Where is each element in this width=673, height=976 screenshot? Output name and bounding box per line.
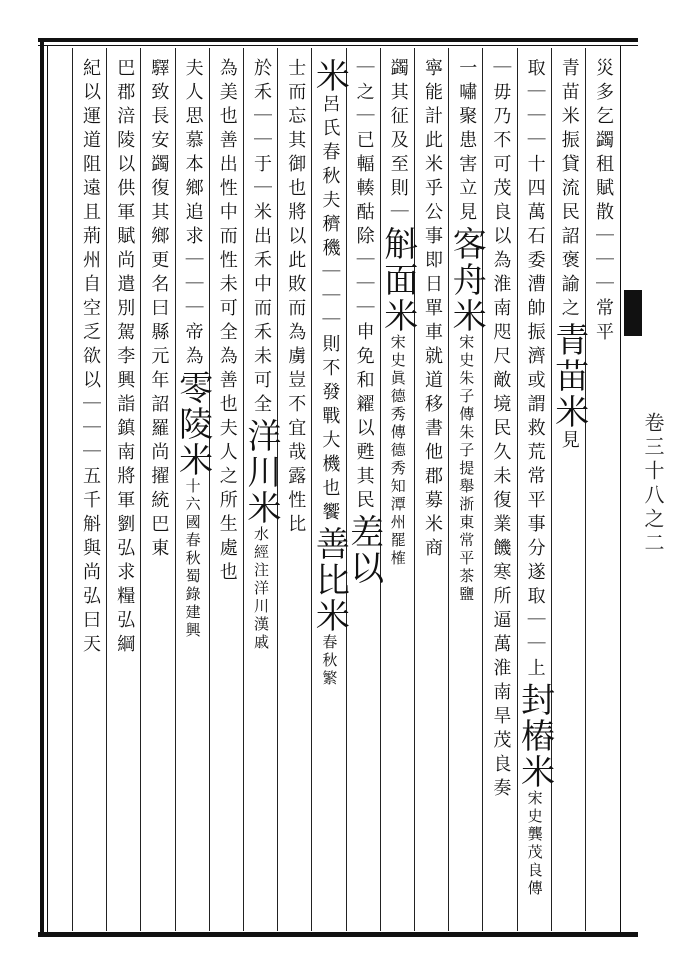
text-column [241,58,281,928]
text-column [109,58,139,928]
frame-left-border [40,38,44,937]
text-column [588,58,618,928]
column-rule [585,48,586,931]
text-segment: 宋史眞德秀傳德秀知潭州罷榷 [388,334,407,568]
text-segment: 紀以運道阻遠且荊州自空乏欲以｜｜｜五千斛與尚弘曰天 [80,58,101,658]
folio-label: 卷三十八之二 [641,412,665,556]
entry-heading: 零陵米 [172,370,213,478]
text-column [280,58,310,928]
text-segment: 青苗米振貸流民詔褒諭之 [558,58,580,322]
column-rule [209,48,210,931]
column-rule [551,48,552,931]
text-column [417,58,447,928]
column-rule [346,48,347,931]
text-segment: 一嘯聚患害立見 [456,58,478,226]
entry-heading: 善比米 [309,526,350,634]
text-segment: 饗 [319,502,341,526]
text-segment: 寧能計此米乎 [422,58,443,202]
entry-heading: 青苗米 [548,322,589,430]
text-segment: ｜毋乃不可茂良以為淮南咫尺敵境民久未復業饑寒所逼萬 [490,58,512,658]
text-segment: 於禾｜｜于｜米出禾中而禾未可全 [251,58,272,418]
text-column [172,58,213,928]
text-segment: 蠲其征及至則｜ [387,58,409,226]
text-segment: 見 [558,430,580,454]
text-segment: 士而忘其御也將以此敗而為虜豈不宜哉 [285,58,307,466]
column-rule [106,48,107,931]
text-segment: 宋史龔茂良傳 [525,790,544,898]
column-rule [72,48,73,931]
text-segment: 淮南旱茂良奏 [490,658,512,802]
text-segment: 春秋繁 [320,634,339,688]
column-rule [482,48,483,931]
column-rule [380,48,381,931]
column-rule [175,48,176,931]
text-segment: 呂氏春秋夫穧穖｜｜｜則不發戰大機也 [319,94,341,502]
entry-heading: 封樁米 [514,682,555,790]
entry-heading: 洋川米 [241,418,281,526]
entry-heading: 米 [309,58,350,94]
text-column [212,58,242,928]
text-segment: 元年詔羅尚擢統巴東 [148,346,170,562]
column-rule [414,48,415,931]
frame-right-border [620,46,621,932]
entry-heading: 客舟米 [446,226,487,334]
column-rule [448,48,449,931]
text-segment: 十六國春秋蜀錄建興 [183,478,202,640]
text-segment: 取｜｜｜十四萬石委漕帥振濟或謂救荒常平事分遂取｜｜ [524,58,546,658]
text-segment: ｜之｜已輻輳 [353,58,375,202]
text-segment: 酤除｜｜｜申免和糴以甦其民 [353,202,375,514]
entry-heading: 斛面米 [377,226,418,334]
text-segment: 上 [524,658,546,682]
column-rule [517,48,518,931]
text-column [309,58,350,928]
text-column [446,58,487,928]
text-column [485,58,515,928]
column-rule [311,48,312,931]
text-column [514,58,555,928]
frame-left-inner-border [47,46,48,932]
text-column [143,58,173,928]
column-rule [140,48,141,931]
text-segment: 水經注洋川漢戚 [252,526,270,652]
entry-heading: 差以 [343,514,384,586]
frame-top-inner-border [38,45,638,46]
text-segment: 夫人思慕本鄉追求｜｜｜帝為 [182,58,204,370]
text-segment: 夫人之所生處也 [216,418,238,586]
text-column [377,58,418,928]
text-segment: 驛致長安蠲復其鄉更名曰縣 [148,58,170,346]
text-segment: 巴郡涪陵以供軍賦尚遣別駕李興詣鎮南將軍劉弘求糧弘綱 [114,58,136,658]
text-column [343,58,384,928]
text-segment: 公事即日單車就道移書他郡募米商 [422,202,443,562]
frame-bottom-border [38,932,638,937]
text-segment: 宋史朱子傳朱子提舉浙東常平茶鹽 [457,334,476,604]
frame-top-border [38,38,638,42]
text-column [75,58,105,928]
text-column [548,58,589,928]
text-segment: 災多乞蠲租賦散｜｜｜常平 [593,58,614,346]
text-segment: 露性比 [285,466,307,538]
text-segment: 為美也善出性中而性未可全為善也 [216,58,238,418]
fishtail-mark [624,290,642,336]
